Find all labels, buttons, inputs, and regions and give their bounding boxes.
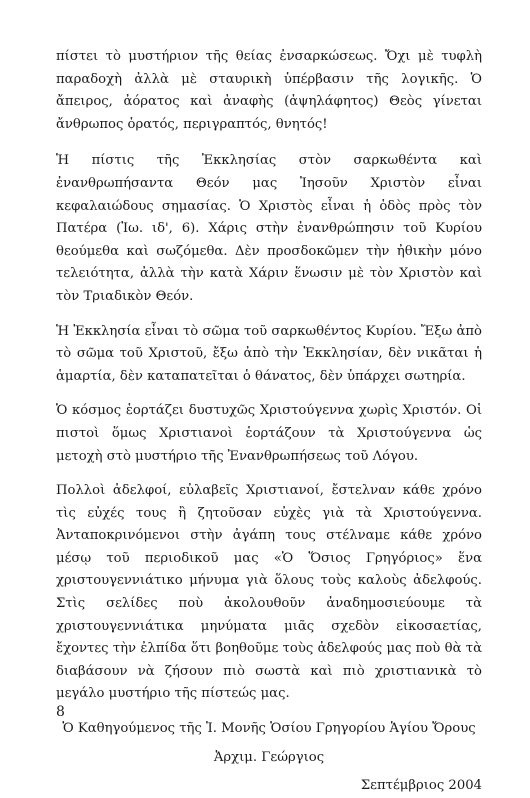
paragraph-1: πίστει τὸ μυστήριον τῆς θείας ἐνσαρκώσεως. Ὄχι μὲ τυφλὴ παραδοχὴ ἀλλὰ μὲ σταυρικὴ ὑπέρβασιν τῆς λογικῆς. Ὁ ἄπειρος, ἀόρατος καὶ ἀναφὴς (ἀψηλάφητος) Θεὸς γίνεται ἄνθρωπος ὁρατός, περιγραπτός, θνητός! (56, 49, 482, 132)
body-text (56, 46, 482, 798)
paragraph-3: Ἡ Ἐκκλησία εἶναι τὸ σῶμα τοῦ σαρκωθέντος Κυρίου. Ἔξω ἀπὸ τὸ σῶμα τοῦ Χριστοῦ, ἔξω ἀπὸ τὴν Ἐκκλησίαν, δὲν νικᾶται ἡ ἁμαρτία, δὲν καταπατεῖται ὁ θάνατος, δὲν ὑπάρχει σωτηρία. (56, 323, 482, 384)
signature-date: Σεπτέμβριος 2004 (360, 778, 482, 794)
signature-abbot-title: Ὁ Καθηγούμενος τῆς Ἱ. Μονῆς Ὁσίου Γρηγορίου Ἁγίου Ὄρους (62, 721, 476, 737)
signature-name: Ἀρχιμ. Γεώργιος (213, 749, 325, 765)
paragraph-2: Ἡ πίστις τῆς Ἐκκλησίας στὸν σαρκωθέντα καὶ ἐνανθρωπήσαντα Θεόν μας Ἰησοῦν Χριστὸν εἶναι κεφαλαιώδους σημασίας. Ὁ Χριστὸς εἶναι ἡ ὁδὸς πρὸς τὸν Πατέρα (Ἰω. ιδ', 6). Χάρις στὴν ἐνανθρώπησιν τοῦ Κυρίου θεούμεθα καὶ σωζόμεθα. Δὲν προσδοκῶμεν τὴν ἠθικὴν μόνο τελειότητα, ἀλλὰ τὴν κατὰ Χάριν ἕνωσιν μὲ τὸν Χριστὸν καὶ τὸν Τριαδικὸν Θεόν. (56, 153, 482, 304)
page-number: 8 (56, 704, 65, 720)
paragraph-5: Πολλοὶ ἀδελφοί, εὐλαβεῖς Χριστιανοί, ἔστελναν κάθε χρόνο τὶς εὐχές τους ἢ ζητοῦσαν εὐχὲς γιὰ τὰ Χριστούγεννα. Ἀνταποκρινόμενοι στὴν ἀγάπη τους στέλναμε κάθε χρόνο μέσῳ τοῦ περιοδικοῦ μας «Ὁ Ὅσιος Γρηγόριος» ἕνα χριστουγεννιάτικο μήνυμα γιὰ ὅλους τοὺς καλοὺς ἀδελφούς. Στὶς σελίδες ποὺ ἀκολουθοῦν ἀναδημοσιεύουμε τὰ χριστουγεννιάτικα μηνύματα μιᾶς σχεδὸν εἰκοσαετίας, ἔχοντες τὴν ἐλπίδα ὅτι βοηθοῦμε τοὺς ἀδελφούς μας ποὺ θὰ τὰ διαβάσουν νὰ ζήσουν πιὸ σωστὰ καὶ πιὸ χριστιανικὰ τὸ μεγάλο μυστήριο τῆς πίστεώς μας. (56, 483, 482, 702)
paragraph-4: Ὁ κόσμος ἑορτάζει δυστυχῶς Χριστούγεννα χωρὶς Χριστόν. Οἱ πιστοὶ ὅμως Χριστιανοὶ ἑορτάζουν τὰ Χριστούγεννα ὡς μετοχὴ στὸ μυστήριο τῆς Ἐνανθρωπήσεως τοῦ Λόγου. (56, 403, 482, 464)
